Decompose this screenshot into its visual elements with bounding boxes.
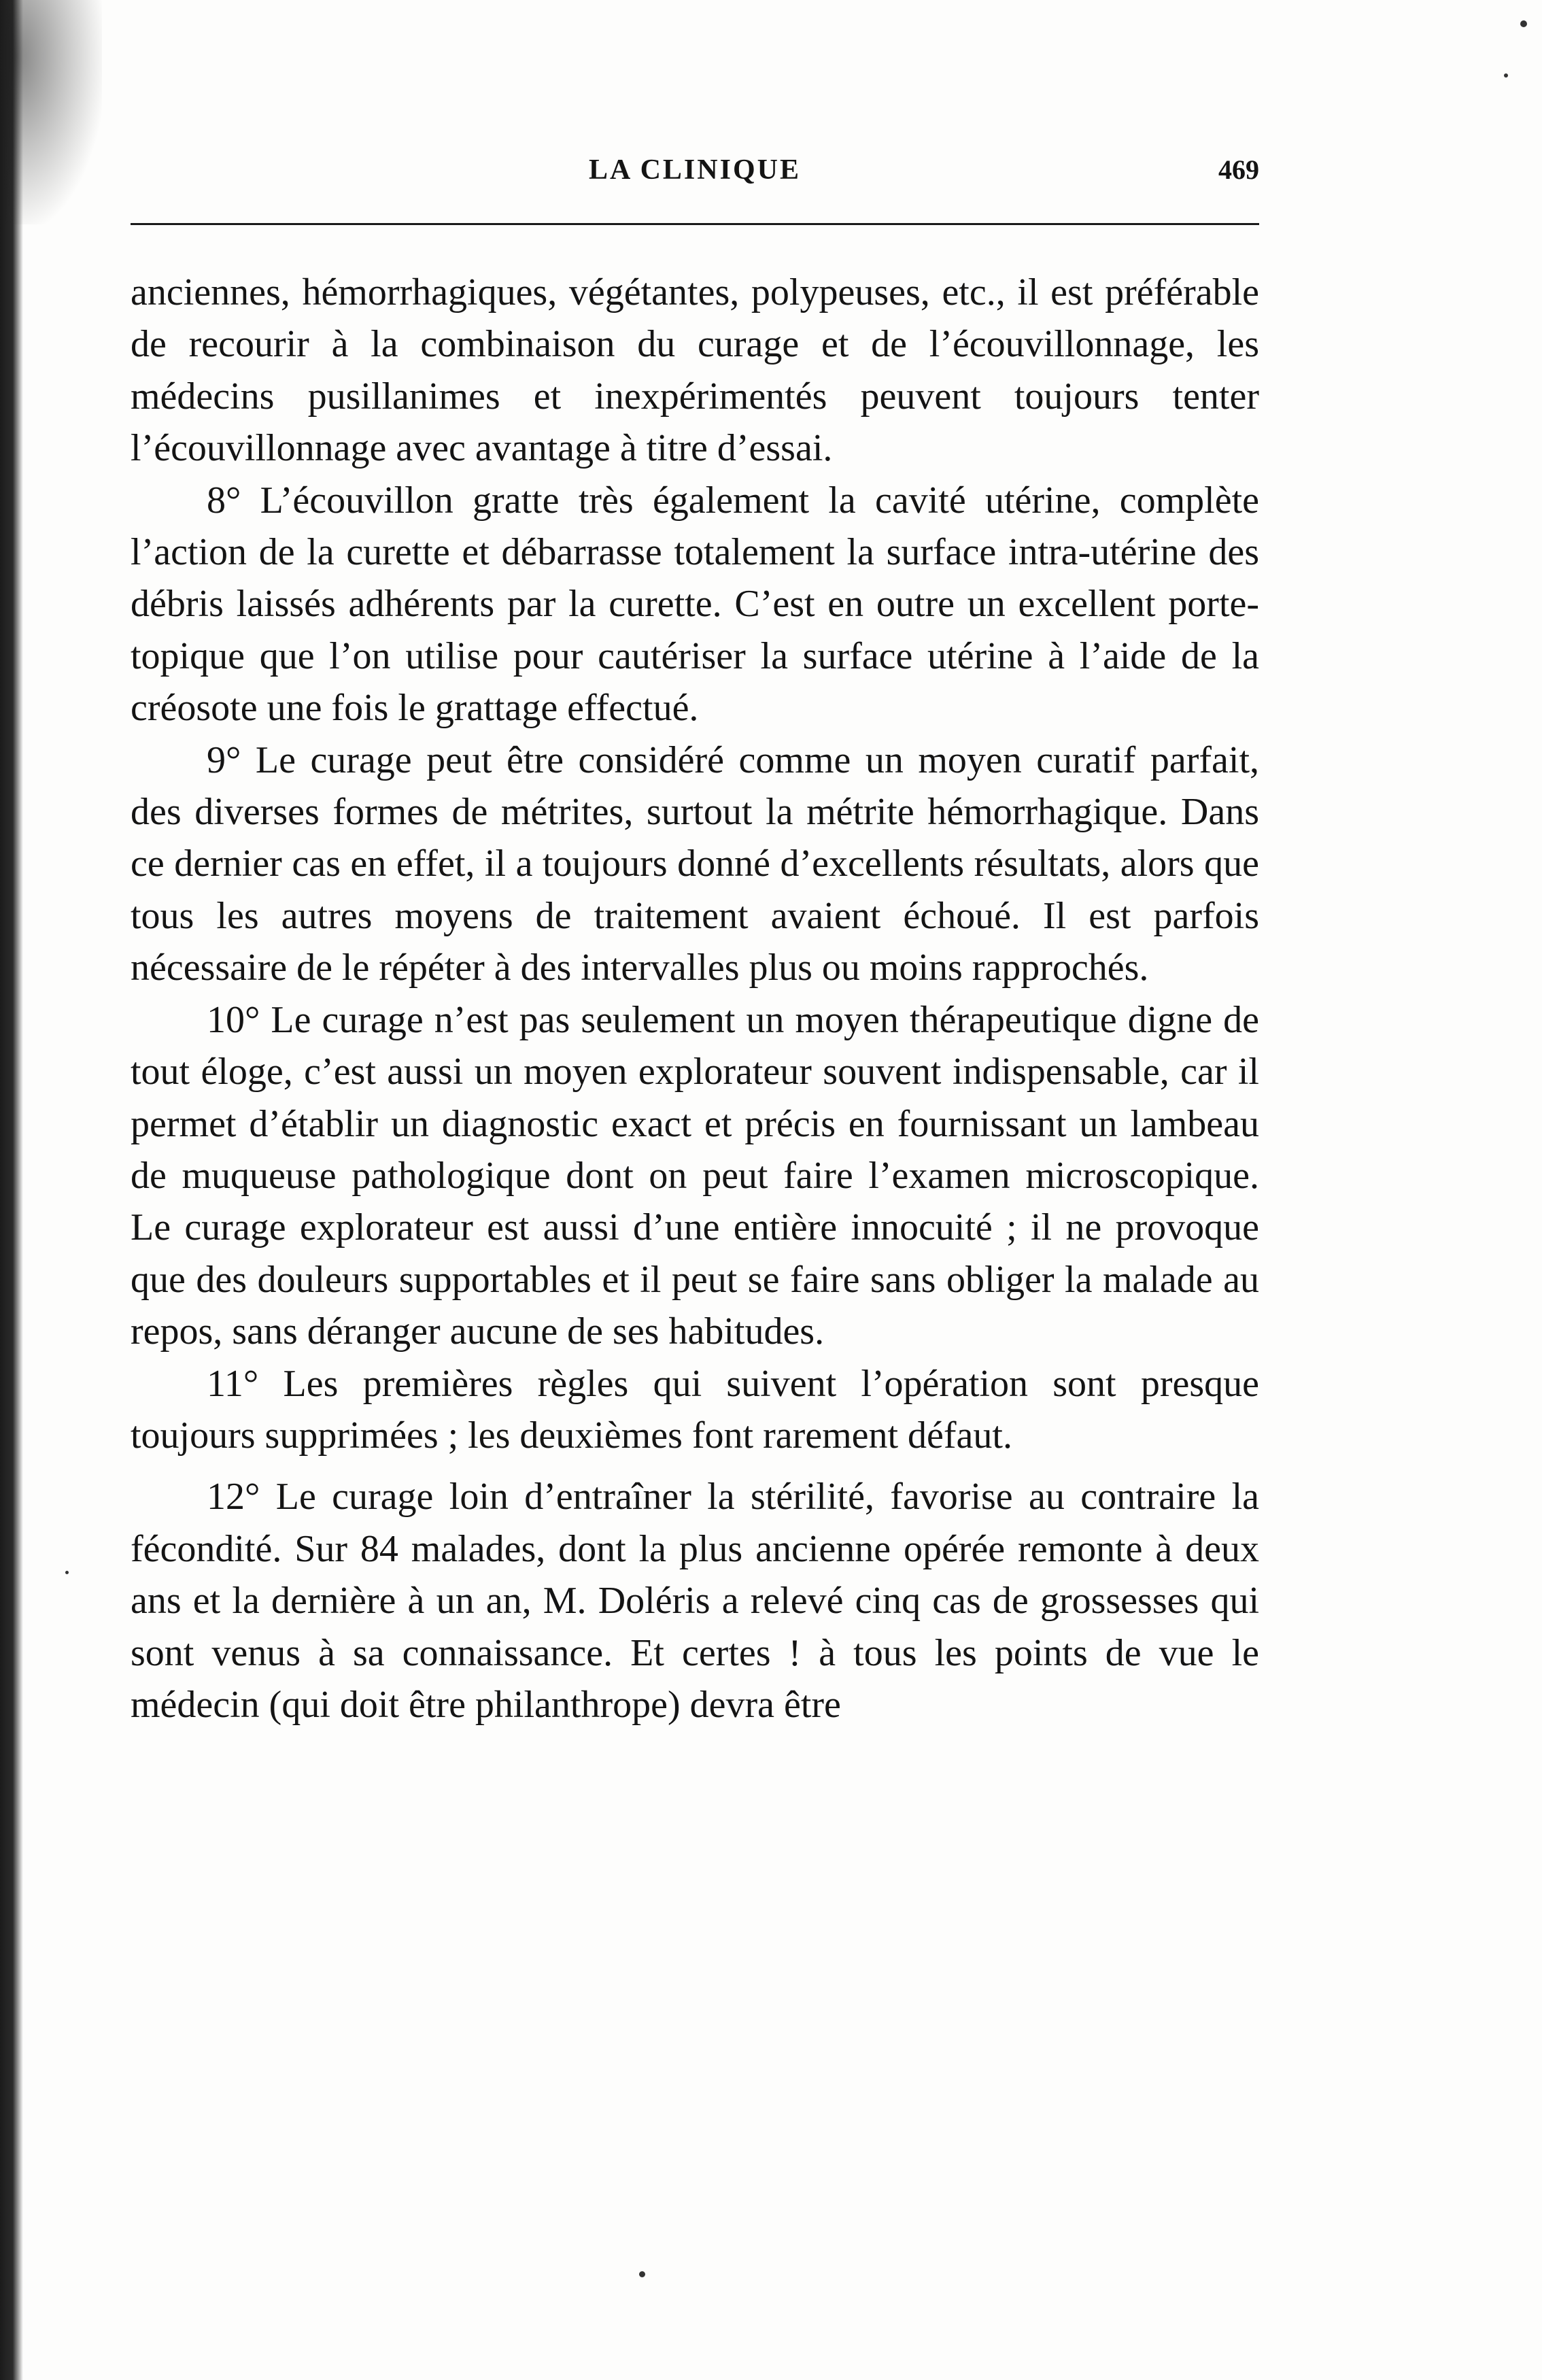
paragraph: anciennes, hémorrhagiques, végétantes, polypeuses, etc., il est préférable de recourir à la combinaison du curage et de l’écouvillonnage, les médecins pusillanimes et inexpérimentés peuvent toujours tenter l’écouvillonnage avec avantage à titre d’essai. — [131, 271, 1259, 470]
paragraph: 11° Les premières règles qui suivent l’opération sont presque toujours supprimées ; les deuxièmes font rarement défaut. — [131, 1362, 1259, 1457]
paragraph: 8° L’écouvillon gratte très également la cavité utérine, complète l’action de la curette et débarrasse totalement la surface intra-utérine des débris laissés adhérents par la curette. C’est en outre un excellent porte-topique que l’on utilise pour cautériser la surface utérine à l’aide de la créosote une fois le grattage effectué. — [131, 479, 1259, 730]
page-header — [131, 154, 1259, 208]
scan-speck — [1520, 20, 1527, 27]
scan-speck — [65, 1571, 69, 1574]
running-title: LA CLINIQUE — [589, 154, 801, 186]
paragraph: 12° Le curage loin d’entraîner la stérilité, favorise au contraire la fécondité. Sur 84 malades, dont la plus ancienne opérée remonte à deux ans et la dernière à un an, M. Doléris a relevé cinq cas de grossesses qui sont venus à sa connaissance. Et certes ! à tous les points de vue le médecin (qui doit être philanthrope) devra être — [131, 1476, 1259, 1726]
scan-speck — [1504, 73, 1508, 78]
header-rule — [131, 223, 1259, 225]
paragraph: 10° Le curage n’est pas seulement un moyen thérapeutique digne de tout éloge, c’est aussi un moyen explorateur souvent indispensable, car il permet d’établir un diagnostic exact et précis en fournissant un lambeau de muqueuse pathologique dont on peut faire l’examen microscopique. Le curage explorateur est aussi d’une entière innocuité ; il ne provoque que des douleurs supportables et il peut se faire sans obliger la malade au repos, sans déranger aucune de ses habitudes. — [131, 998, 1259, 1353]
scan-stain — [0, 0, 102, 224]
scan-binding-edge — [0, 0, 23, 2380]
paragraph: 9° Le curage peut être considéré comme un moyen curatif parfait, des diverses formes de métrites, surtout la métrite hémorrhagique. Dans ce dernier cas en effet, il a toujours donné d’excellents résultats, alors que tous les autres moyens de traitement avaient échoué. Il est parfois nécessaire de le répéter à des intervalles plus ou moins rapprochés. — [131, 738, 1259, 989]
scan-speck — [639, 2271, 645, 2277]
page-number: 469 — [1218, 154, 1259, 185]
body-text — [131, 267, 1259, 1731]
